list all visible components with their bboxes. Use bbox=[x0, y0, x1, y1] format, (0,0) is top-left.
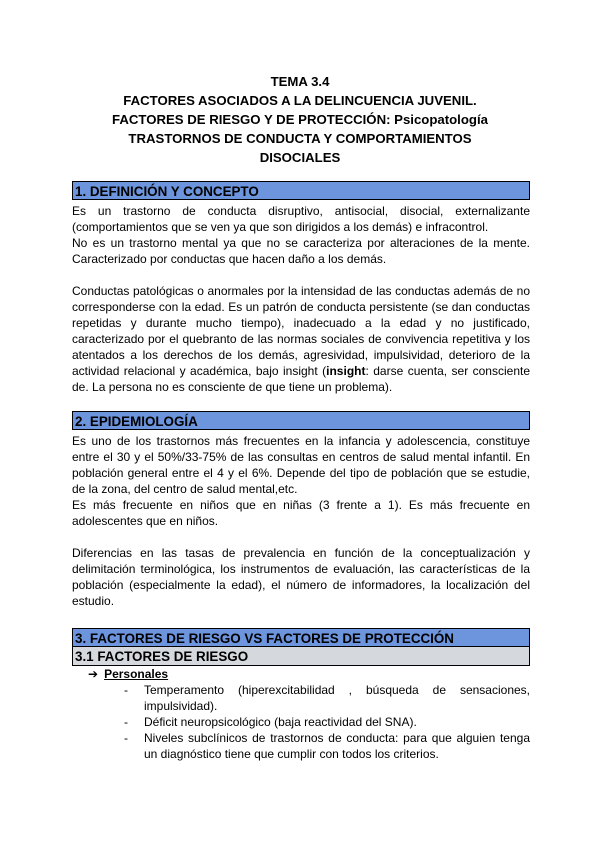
sec1-p3-insight: insight bbox=[326, 364, 366, 378]
sec1-paragraph-2: No es un trastorno mental ya que no se caracteriza por alteraciones de la mente. Caracterizado por conductas que hacen daño a los demás. bbox=[72, 236, 530, 266]
section-factores bbox=[72, 628, 530, 762]
list-item bbox=[72, 714, 530, 730]
arrow-right-icon: ➔ bbox=[88, 667, 99, 681]
list-item-text: Niveles subclínicos de trastornos de conducta: para que alguien tenga un diagnóstico tiene que cumplir con todos los criterios. bbox=[144, 731, 530, 761]
dash-marker: - bbox=[124, 683, 128, 697]
sec1-p3-text-b: : darse cuenta, ser consciente de. La persona no es consciente de que tiene un problema). bbox=[72, 364, 531, 394]
dash-marker: - bbox=[124, 715, 128, 729]
section-2-heading: 2. EPIDEMIOLOGÍA bbox=[72, 411, 530, 430]
section-definicion bbox=[72, 181, 530, 395]
sec2-paragraph-1: Es uno de los trastornos más frecuentes en la infancia y adolescencia, constituye entre el 30 y el 50%/33-75% de las consultas en centros de salud mental infantil. En población general entre el 4 y el 6%. Depende del tipo de población que se estudie, de la zona, del centro de salud mental,etc. bbox=[72, 434, 530, 496]
sec1-p3-text-a: Conductas patológicas o anormales por la intensidad de las conductas además de no corresponderse con la edad. Es un patrón de conducta persistente (se dan conductas repetidas y durante mucho tiempo), inadecuado a la edad y no justificado, caracterizado por el quebranto de las normas sociales de convivencia repetitiva y los atentados a los derechos de los demás, agresividad, impulsividad, deterioro de la actividad relacional y académica, bajo insight ( bbox=[72, 284, 530, 378]
sec2-paragraph-3: Diferencias en las tasas de prevalencia en función de la conceptualización y delimitación terminológica, los instrumentos de evaluación, las características de la población (especialmente la edad), el número de informadores, la localización del estudio. bbox=[72, 546, 530, 608]
sec2-paragraph-2: Es más frecuente en niños que en niñas (3 frente a 1). Es más frecuente en adolescentes que en niños. bbox=[72, 498, 530, 528]
title-line-3-tail: Psicopatología bbox=[394, 112, 488, 127]
title-line-3-main: FACTORES DE RIESGO Y DE PROTECCIÓN: bbox=[112, 112, 395, 127]
sec1-paragraph-1: Es un trastorno de conducta disruptivo, antisocial, disocial, externalizante (comportamientos que se ven ya que son dirigidos a los demás) e infracontrol. bbox=[72, 204, 530, 234]
section-3-heading: 3. FACTORES DE RIESGO VS FACTORES DE PROTECCIÓN bbox=[72, 628, 530, 647]
list-item bbox=[72, 682, 530, 714]
list-item-text: Déficit neuropsicológico (baja reactividad del SNA). bbox=[144, 715, 417, 729]
section-3-1-heading: 3.1 FACTORES DE RIESGO bbox=[72, 647, 530, 666]
risk-factor-list bbox=[72, 682, 530, 762]
document-title bbox=[0, 72, 600, 167]
title-line-2: FACTORES ASOCIADOS A LA DELINCUENCIA JUVENIL. bbox=[123, 93, 477, 108]
title-line-3 bbox=[0, 110, 600, 129]
sec1-paragraph-3 bbox=[72, 283, 530, 395]
list-item-text: Temperamento (hiperexcitabilidad , búsqueda de sensaciones, impulsividad). bbox=[144, 683, 530, 713]
title-line-1: TEMA 3.4 bbox=[270, 74, 330, 89]
list-item bbox=[72, 730, 530, 762]
title-line-4: TRASTORNOS DE CONDUCTA Y COMPORTAMIENTOS bbox=[128, 131, 472, 146]
title-line-5: DISOCIALES bbox=[259, 150, 341, 165]
group-personales bbox=[72, 666, 530, 682]
group-label: Personales bbox=[104, 667, 169, 681]
dash-marker: - bbox=[124, 731, 128, 745]
section-epidemiologia bbox=[72, 411, 530, 609]
section-1-heading: 1. DEFINICIÓN Y CONCEPTO bbox=[72, 181, 530, 200]
